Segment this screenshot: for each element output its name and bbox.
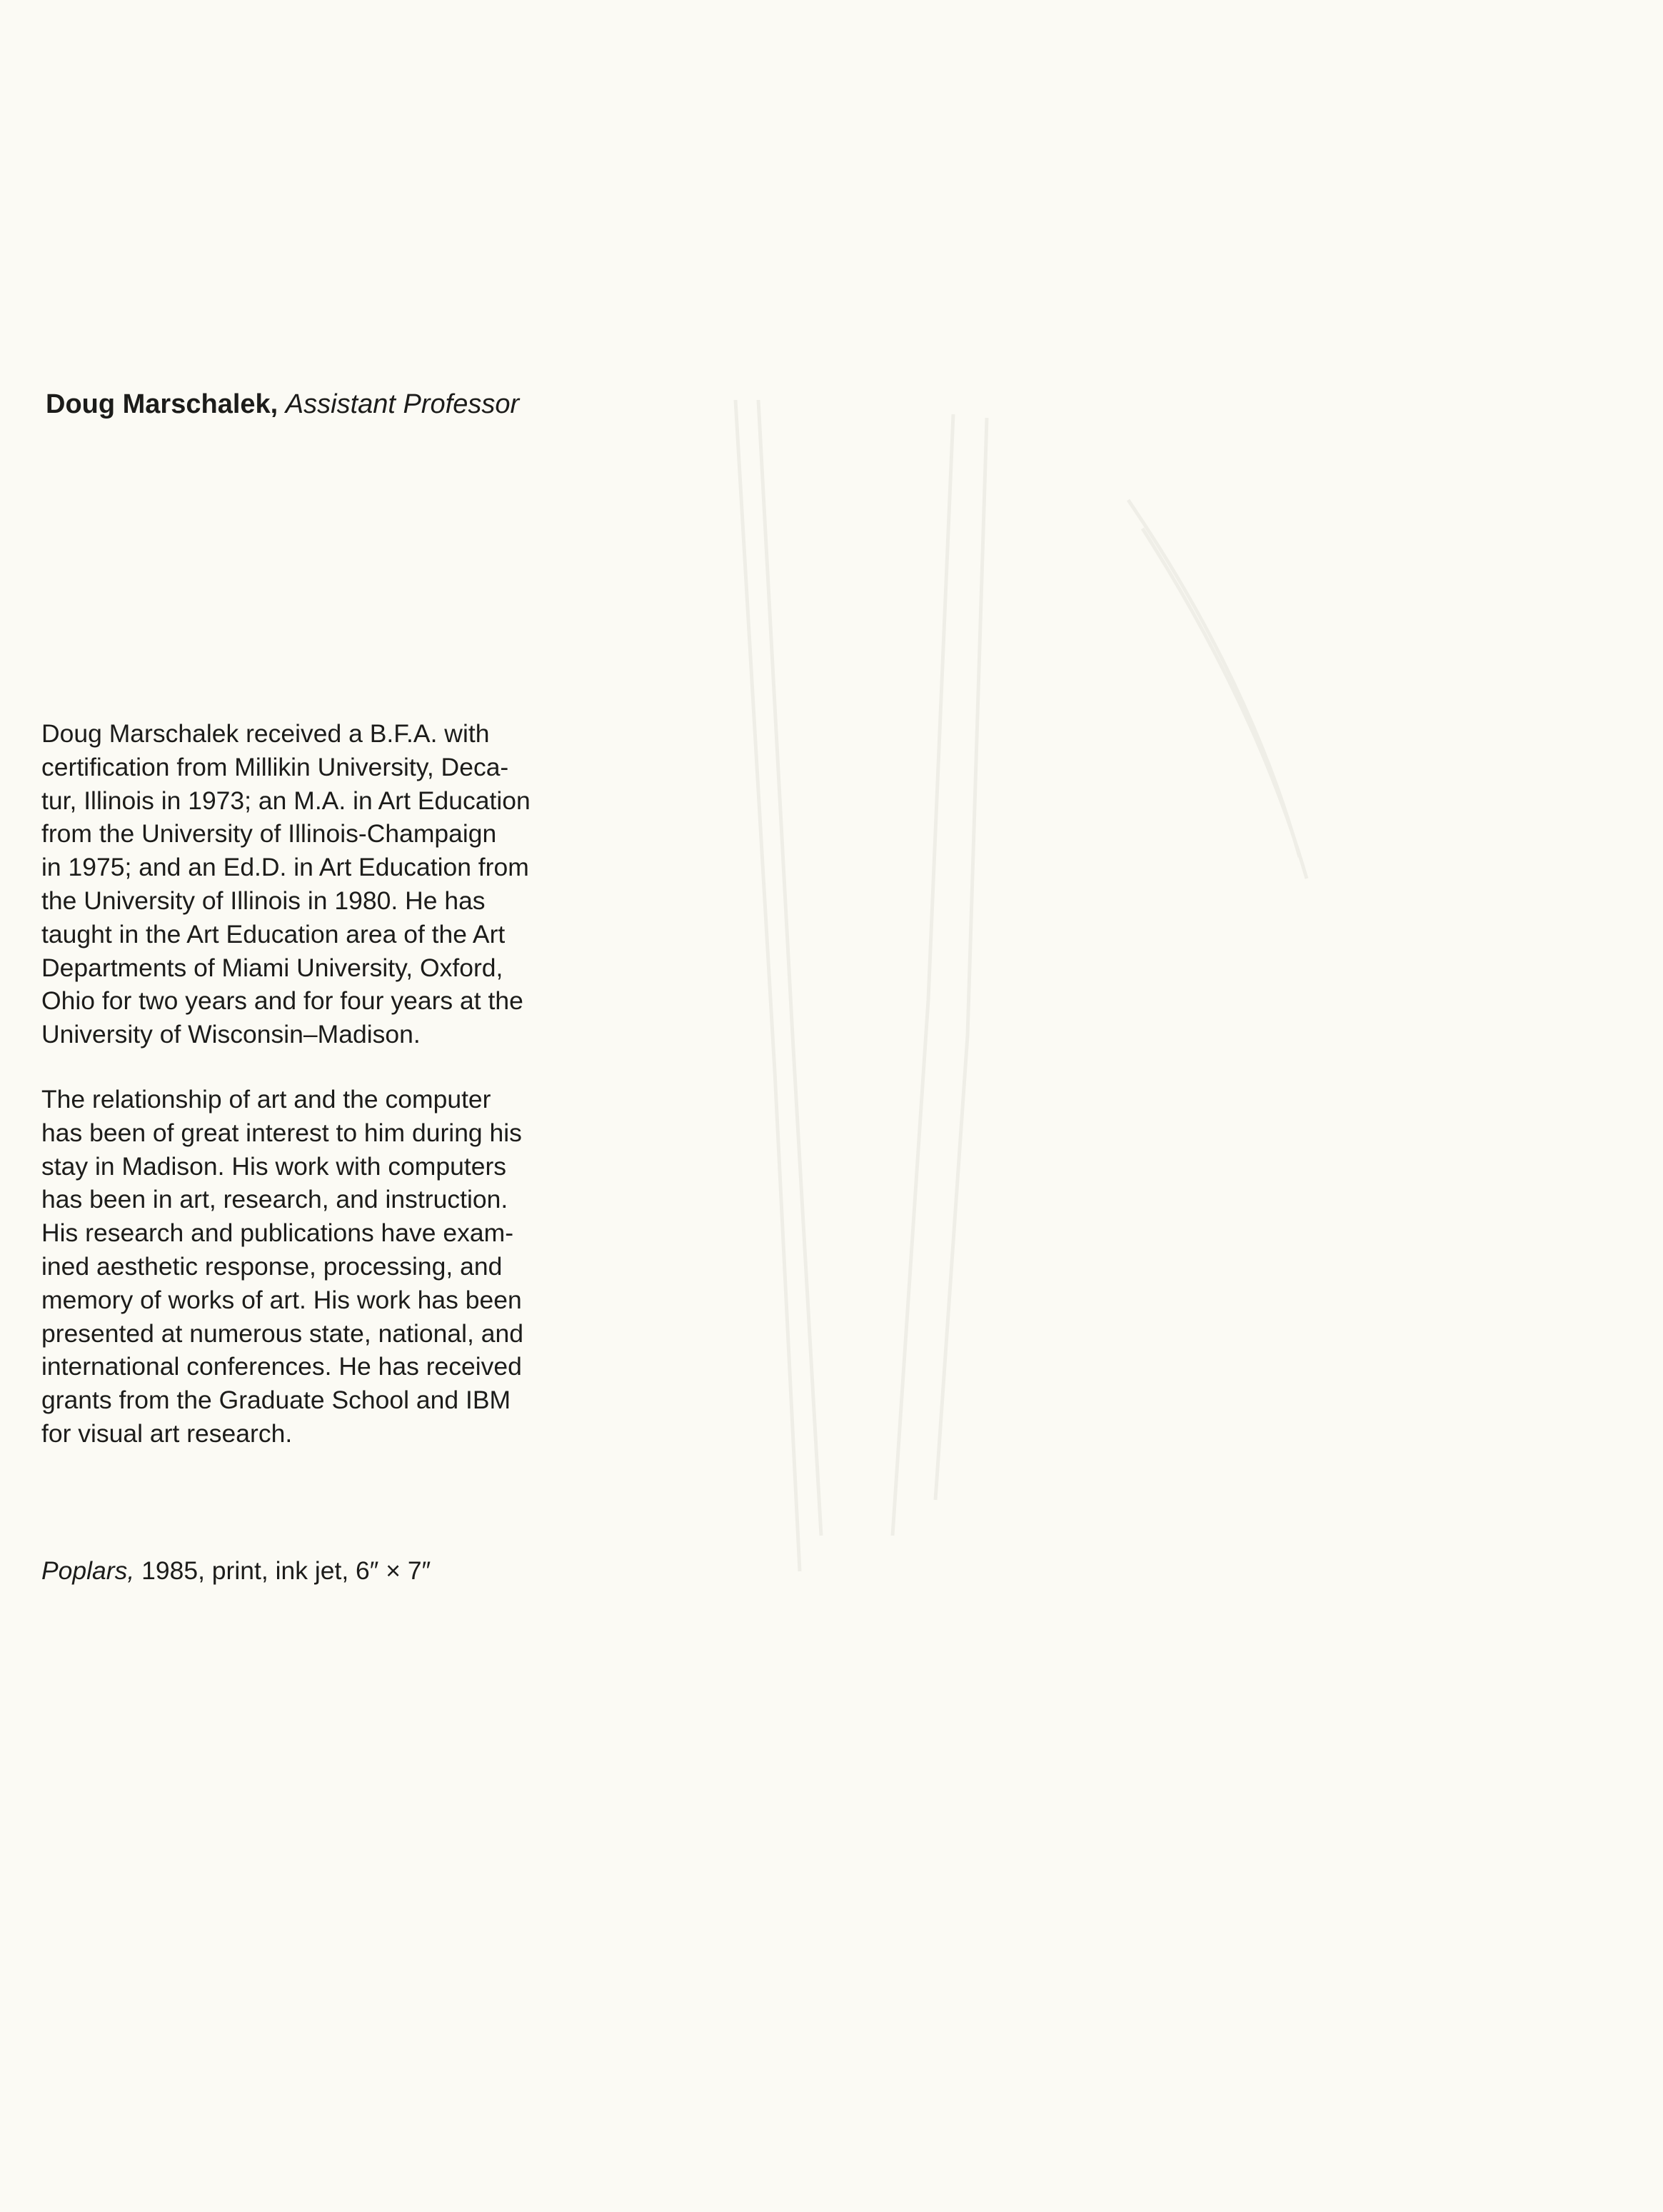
faculty-heading	[46, 387, 519, 421]
artwork-caption	[41, 1554, 431, 1587]
artwork-details: 1985, print, ink jet, 6″ × 7″	[141, 1556, 431, 1585]
bio-paragraph-2: The relationship of art and the computer has been of great interest to him during his stay in Madison. His work with computers has been in art, research, and instruction. His research and publications have exam- ined aesthetic response, processing, and memory of works of art. His work has been presented at numerous state, national, and international conferences. He has received grants from the Graduate School and IBM for visual art research.	[41, 1084, 523, 1448]
biography	[41, 717, 584, 1482]
faint-line	[893, 414, 953, 1536]
artwork-title: Poplars,	[41, 1556, 135, 1585]
faculty-title: Assistant Professor	[285, 389, 520, 419]
faint-line	[1142, 529, 1307, 879]
faint-line	[758, 400, 821, 1536]
faculty-name: Doug Marschalek,	[46, 389, 278, 419]
faint-line	[1128, 500, 1300, 857]
faint-line	[735, 400, 800, 1571]
faint-line	[935, 418, 987, 1500]
bio-paragraph-1: Doug Marschalek received a B.F.A. with certification from Millikin University, Deca- tur, Illinois in 1973; an M.A. in Art Education from the University of Illinois-Champaign in 1975; and an Ed.D. in Art Education from the University of Illinois in 1980. He has taught in the Art Education area of the Art Departments of Miami University, Oxford, Ohio for two years and for four years at the University of Wisconsin–Madison.	[41, 719, 531, 1049]
